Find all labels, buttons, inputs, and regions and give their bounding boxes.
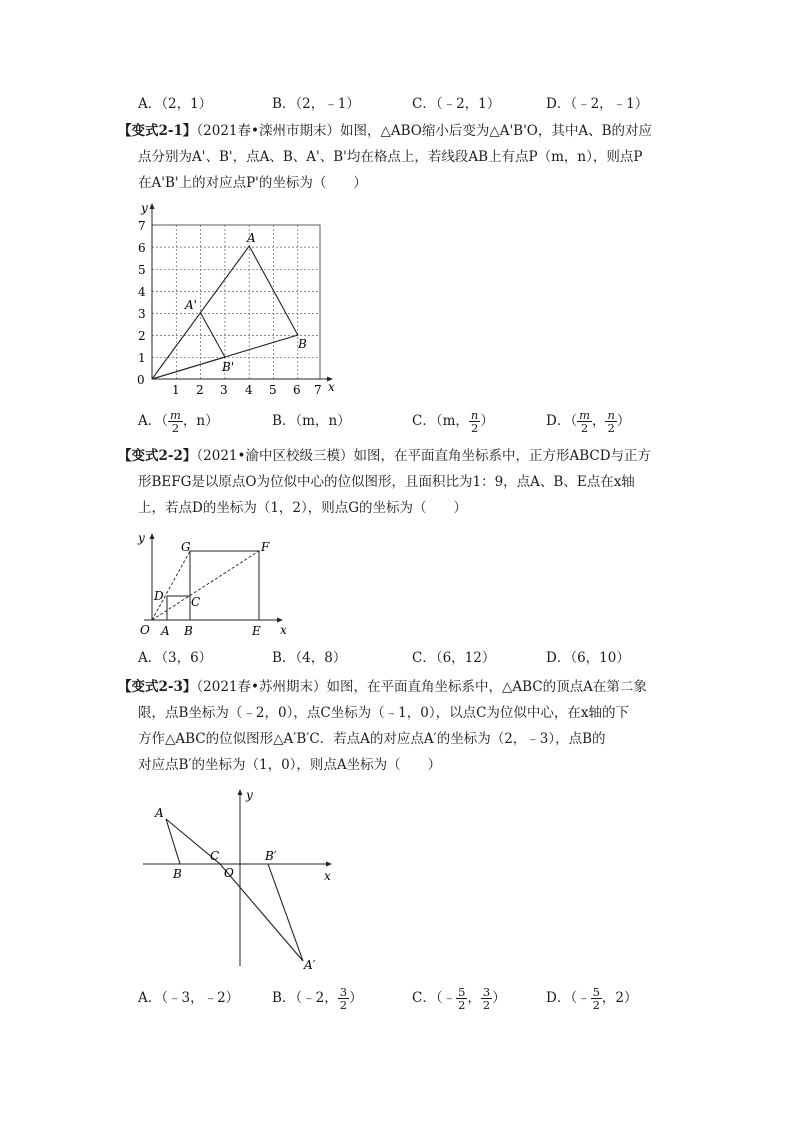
q1-label-a1: A' — [185, 298, 197, 312]
q3-label-b1: B′ — [265, 849, 277, 863]
q0-options — [138, 92, 698, 116]
q3-option-d-tail: ，2） — [601, 990, 638, 1006]
q2-line3: 上，若点D的坐标为（1，2），则点G的坐标为（ ） — [138, 500, 468, 516]
q0-option-b: B．（2，﹣1） — [272, 96, 360, 112]
q3-options — [138, 981, 698, 1015]
q1-y-tick: 6 — [138, 241, 146, 255]
q2-label-a: A — [161, 624, 170, 638]
q1-y-tick: 2 — [138, 329, 146, 343]
q1-triangle-a1b1o — [152, 313, 225, 379]
q2-option-d: D．（6，10） — [546, 650, 630, 666]
q2-y-arrow — [150, 533, 155, 539]
q1-options — [138, 404, 698, 438]
q3-triangle-figure — [138, 783, 348, 978]
q1-y-ticks — [138, 219, 146, 365]
fraction-denominator: 2 — [592, 998, 600, 1012]
q1-option-a-fraction — [168, 409, 183, 434]
q3-label-a: A — [155, 806, 164, 820]
q2-square-figure — [130, 528, 300, 643]
q1-option-d-fraction1 — [577, 409, 592, 434]
fraction-denominator: 2 — [482, 998, 491, 1012]
q2-x-arrow — [277, 618, 283, 623]
q3-option-b — [272, 981, 363, 1015]
q1-label-b1: B' — [222, 360, 235, 374]
q0-option-a: A．（2，1） — [138, 96, 213, 112]
q1-label-a: A — [247, 231, 256, 245]
q2-option-a: A．（3，6） — [138, 650, 213, 666]
fraction-denominator: 2 — [607, 421, 615, 435]
q3-x-arrow — [326, 862, 332, 867]
q1-option-d-mid: ， — [591, 413, 606, 429]
q1-option-c — [412, 404, 494, 438]
q1-line2: 点分别为A'、B'，点A、B、A'、B'均在格点上，若线段AB上有点P（m，n），则点P — [138, 149, 643, 165]
q3-option-c-fraction1 — [456, 986, 467, 1011]
q1-text — [118, 118, 680, 196]
q2-square-befg — [190, 551, 259, 620]
q3-x-label: x — [324, 869, 331, 883]
q2-label-f: F — [261, 540, 270, 554]
q1-grid-lines — [152, 224, 320, 379]
q1-x-tick: 6 — [293, 383, 301, 397]
q3-option-d-fraction — [591, 986, 602, 1011]
q1-line3: 在A'B'上的对应点P'的坐标为（ ） — [138, 175, 367, 191]
q3-option-b-head: B．（﹣2， — [272, 990, 338, 1006]
q1-option-c-fraction — [469, 409, 480, 434]
q1-x-label: x — [328, 380, 335, 394]
q1-y-tick: 1 — [138, 351, 146, 365]
q3-text — [118, 674, 680, 778]
q1-option-b: B．（m，n） — [272, 413, 351, 429]
q1-x-tick: 7 — [314, 383, 322, 397]
q3-option-c-fraction2 — [481, 986, 492, 1011]
q3-option-b-fraction — [338, 986, 349, 1011]
q1-option-a — [138, 404, 219, 438]
q1-x-tick: 5 — [269, 383, 277, 397]
q2-option-c: C．（6，12） — [412, 650, 496, 666]
fraction-numerator: n — [470, 408, 479, 422]
q3-option-d — [546, 981, 638, 1015]
q3-option-a: A．（﹣3，﹣2） — [138, 990, 240, 1006]
q2-label-d: D — [154, 589, 164, 603]
q1-option-c-head: C．（m， — [412, 413, 469, 429]
q2-text — [118, 443, 680, 521]
q2-tag: 【变式2-2】 — [118, 448, 197, 464]
q1-y-tick: 3 — [138, 307, 146, 321]
q3-label-c: C — [210, 849, 220, 863]
q2-label-e: E — [252, 624, 261, 638]
fraction-denominator: 2 — [171, 421, 180, 435]
q0-option-c: C．（﹣2，1） — [412, 96, 501, 112]
fraction-denominator: 2 — [470, 421, 479, 435]
fraction-denominator: 2 — [339, 998, 348, 1012]
q1-x-ticks — [172, 383, 322, 397]
q3-option-c-tail: ） — [492, 990, 506, 1006]
fraction-numerator: m — [579, 408, 590, 422]
q3-line3: 方作△ABC的位似图形△A′B′C．若点A的对应点A′的坐标为（2，﹣3），点B的 — [138, 731, 606, 747]
q3-line4: 对应点B′的坐标为（1，0），则点A坐标为（ ） — [138, 757, 442, 773]
q3-option-c-mid: ， — [467, 990, 481, 1006]
q2-label-b: B — [184, 624, 193, 638]
q1-y-tick: 5 — [138, 263, 146, 277]
q2-y-label: y — [138, 531, 145, 545]
q1-label-b: B — [298, 337, 307, 351]
q3-option-c — [412, 981, 506, 1015]
q2-line2: 形BEFG是以原点O为位似中心的位似图形，且面积比为1：9，点A、B、E点在x轴 — [138, 474, 635, 490]
fraction-denominator: 2 — [580, 421, 589, 435]
q2-label-o: O — [140, 623, 150, 637]
q1-option-d — [546, 404, 630, 438]
q1-grid-figure — [130, 198, 345, 398]
q1-y-label: y — [141, 201, 148, 215]
q3-label-a1: A′ — [304, 958, 316, 972]
fraction-denominator: 2 — [458, 998, 466, 1012]
q1-option-a-tail: ，n） — [182, 413, 219, 429]
q1-y-tick: 7 — [138, 219, 146, 233]
q2-dashed-og — [152, 551, 190, 620]
q3-option-c-head: C．（﹣ — [412, 990, 457, 1006]
fraction-numerator: 3 — [482, 985, 491, 999]
fraction-numerator: 5 — [458, 985, 466, 999]
q2-x-label: x — [280, 623, 287, 637]
q1-origin-label: 0 — [137, 373, 145, 387]
q1-grid-border — [152, 225, 320, 379]
q2-option-b: B．（4，8） — [272, 650, 347, 666]
q1-line1: （2021春•滦州市期末）如图，△ABO缩小后变为△A'B'O，其中A、B的对应 — [196, 123, 653, 139]
q1-tag: 【变式2-1】 — [118, 123, 197, 139]
q1-option-c-tail: ） — [480, 413, 494, 429]
q3-option-b-tail: ） — [349, 990, 363, 1006]
q0-option-d: D．（﹣2，﹣1） — [546, 96, 649, 112]
q1-x-tick: 3 — [220, 383, 228, 397]
q1-y-arrow — [150, 203, 155, 209]
q1-x-tick: 2 — [196, 383, 204, 397]
fraction-numerator: n — [607, 408, 615, 422]
q1-option-d-tail: ） — [616, 413, 631, 429]
q1-option-a-head: A．（ — [138, 413, 168, 429]
fraction-numerator: m — [170, 408, 181, 422]
q3-label-o: O — [224, 866, 234, 880]
q2-label-c: C — [191, 595, 201, 609]
q3-y-label: y — [246, 788, 253, 802]
q3-line2: 限，点B坐标为（﹣2，0），点C坐标为（﹣1，0），以点C为位似中心，在x轴的下 — [138, 705, 630, 721]
q2-options — [138, 646, 698, 670]
q1-option-d-head: D．（ — [546, 413, 578, 429]
q3-line1: （2021春•苏州期末）如图，在平面直角坐标系中，△ABC的顶点A在第二象 — [196, 679, 647, 695]
q2-label-g: G — [181, 540, 191, 554]
q1-x-tick: 4 — [245, 383, 253, 397]
q2-dashed-of — [152, 551, 259, 620]
q3-option-d-head: D．（﹣ — [546, 990, 591, 1006]
q3-tag: 【变式2-3】 — [118, 679, 197, 695]
q3-label-b: B — [173, 867, 182, 881]
q1-option-d-fraction2 — [605, 409, 616, 434]
q3-y-arrow — [238, 789, 243, 795]
q1-y-tick: 4 — [138, 285, 146, 299]
q1-x-tick: 1 — [172, 383, 180, 397]
fraction-numerator: 5 — [592, 985, 600, 999]
q2-line1: （2021•渝中区校级三模）如图，在平面直角坐标系中，正方形ABCD与正方 — [196, 448, 652, 464]
fraction-numerator: 3 — [339, 985, 348, 999]
